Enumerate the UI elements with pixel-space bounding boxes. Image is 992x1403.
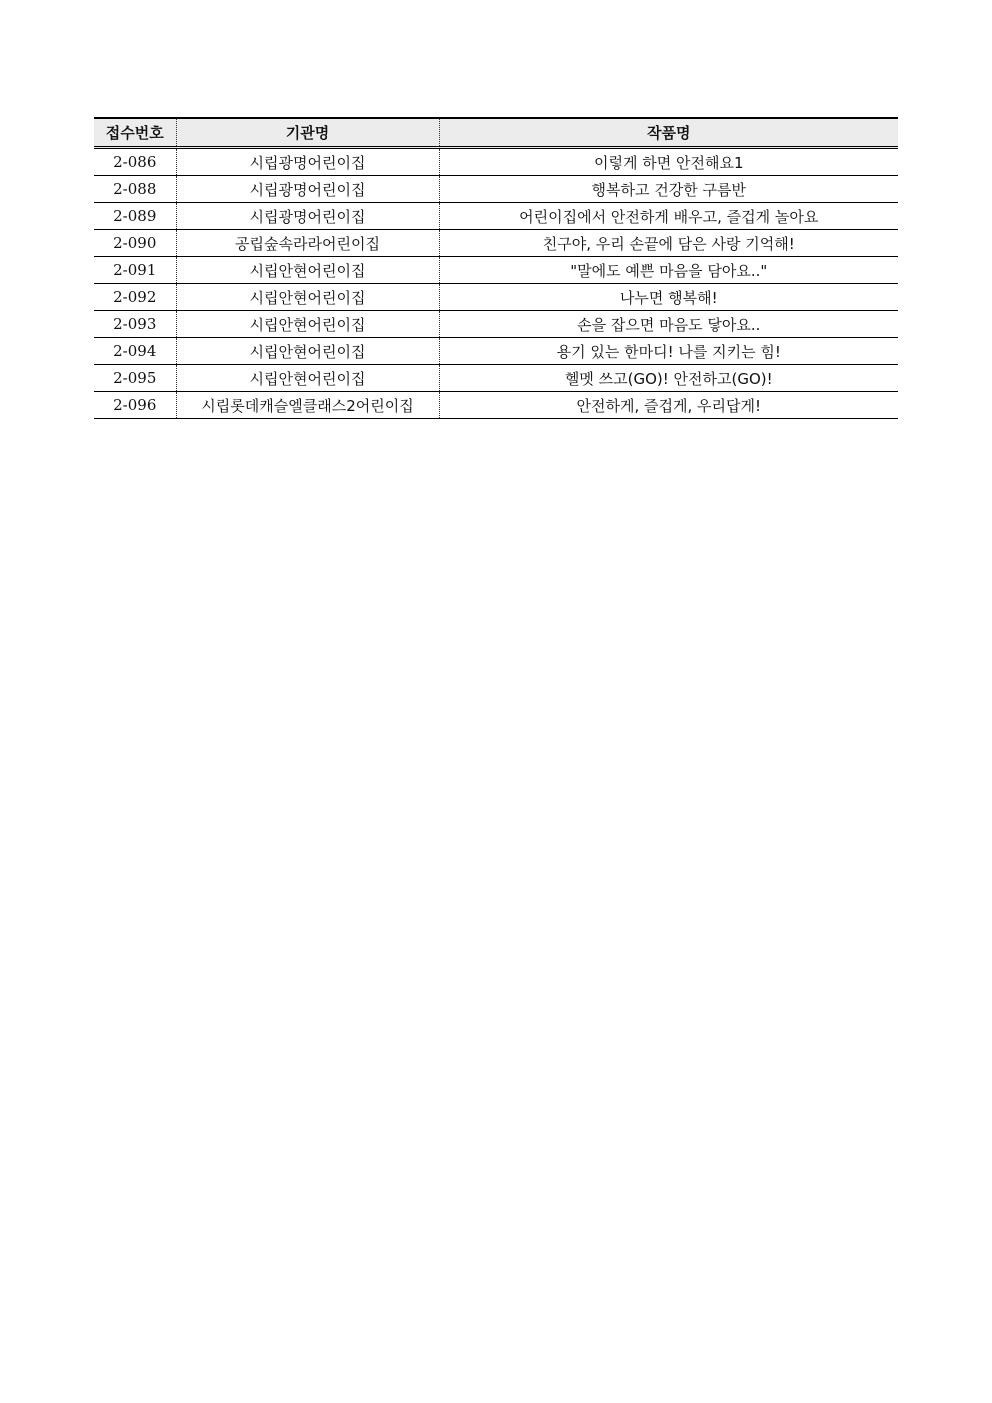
- work-title-cell: "말에도 예쁜 마음을 담아요..": [439, 257, 898, 284]
- entry-number-cell: 2-095: [94, 365, 176, 392]
- work-title-cell: 안전하게, 즐겁게, 우리답게!: [439, 392, 898, 419]
- work-title-cell: 친구야, 우리 손끝에 담은 사랑 기억해!: [439, 230, 898, 257]
- organization-cell: 시립안현어린이집: [176, 257, 439, 284]
- entry-number-cell: 2-089: [94, 203, 176, 230]
- header-organization: 기관명: [176, 118, 439, 148]
- table-row: [94, 365, 898, 392]
- table-row: [94, 392, 898, 419]
- table-row: [94, 148, 898, 176]
- organization-cell: 시립광명어린이집: [176, 176, 439, 203]
- table-body: [94, 148, 898, 419]
- work-title-cell: 헬멧 쓰고(GO)! 안전하고(GO)!: [439, 365, 898, 392]
- entry-number-cell: 2-086: [94, 148, 176, 176]
- organization-cell: 시립롯데캐슬엘클래스2어린이집: [176, 392, 439, 419]
- header-row: [94, 118, 898, 148]
- entries-table: [94, 117, 898, 419]
- table-row: [94, 203, 898, 230]
- table-row: [94, 284, 898, 311]
- table-row: [94, 311, 898, 338]
- organization-cell: 시립안현어린이집: [176, 365, 439, 392]
- organization-cell: 시립안현어린이집: [176, 284, 439, 311]
- table-header: [94, 118, 898, 148]
- work-title-cell: 손을 잡으면 마음도 닿아요..: [439, 311, 898, 338]
- entry-number-cell: 2-091: [94, 257, 176, 284]
- organization-cell: 공립숲속라라어린이집: [176, 230, 439, 257]
- entry-number-cell: 2-092: [94, 284, 176, 311]
- table-row: [94, 230, 898, 257]
- organization-cell: 시립광명어린이집: [176, 148, 439, 176]
- table-row: [94, 338, 898, 365]
- header-entry-number: 접수번호: [94, 118, 176, 148]
- entry-number-cell: 2-088: [94, 176, 176, 203]
- table-row: [94, 176, 898, 203]
- entry-number-cell: 2-090: [94, 230, 176, 257]
- work-title-cell: 나누면 행복해!: [439, 284, 898, 311]
- entry-list-sheet: [94, 117, 898, 419]
- entry-number-cell: 2-096: [94, 392, 176, 419]
- work-title-cell: 이렇게 하면 안전해요1: [439, 148, 898, 176]
- table-row: [94, 257, 898, 284]
- work-title-cell: 행복하고 건강한 구름반: [439, 176, 898, 203]
- organization-cell: 시립광명어린이집: [176, 203, 439, 230]
- organization-cell: 시립안현어린이집: [176, 311, 439, 338]
- entry-number-cell: 2-094: [94, 338, 176, 365]
- entry-number-cell: 2-093: [94, 311, 176, 338]
- header-work-title: 작품명: [439, 118, 898, 148]
- organization-cell: 시립안현어린이집: [176, 338, 439, 365]
- work-title-cell: 어린이집에서 안전하게 배우고, 즐겁게 놀아요: [439, 203, 898, 230]
- work-title-cell: 용기 있는 한마디! 나를 지키는 힘!: [439, 338, 898, 365]
